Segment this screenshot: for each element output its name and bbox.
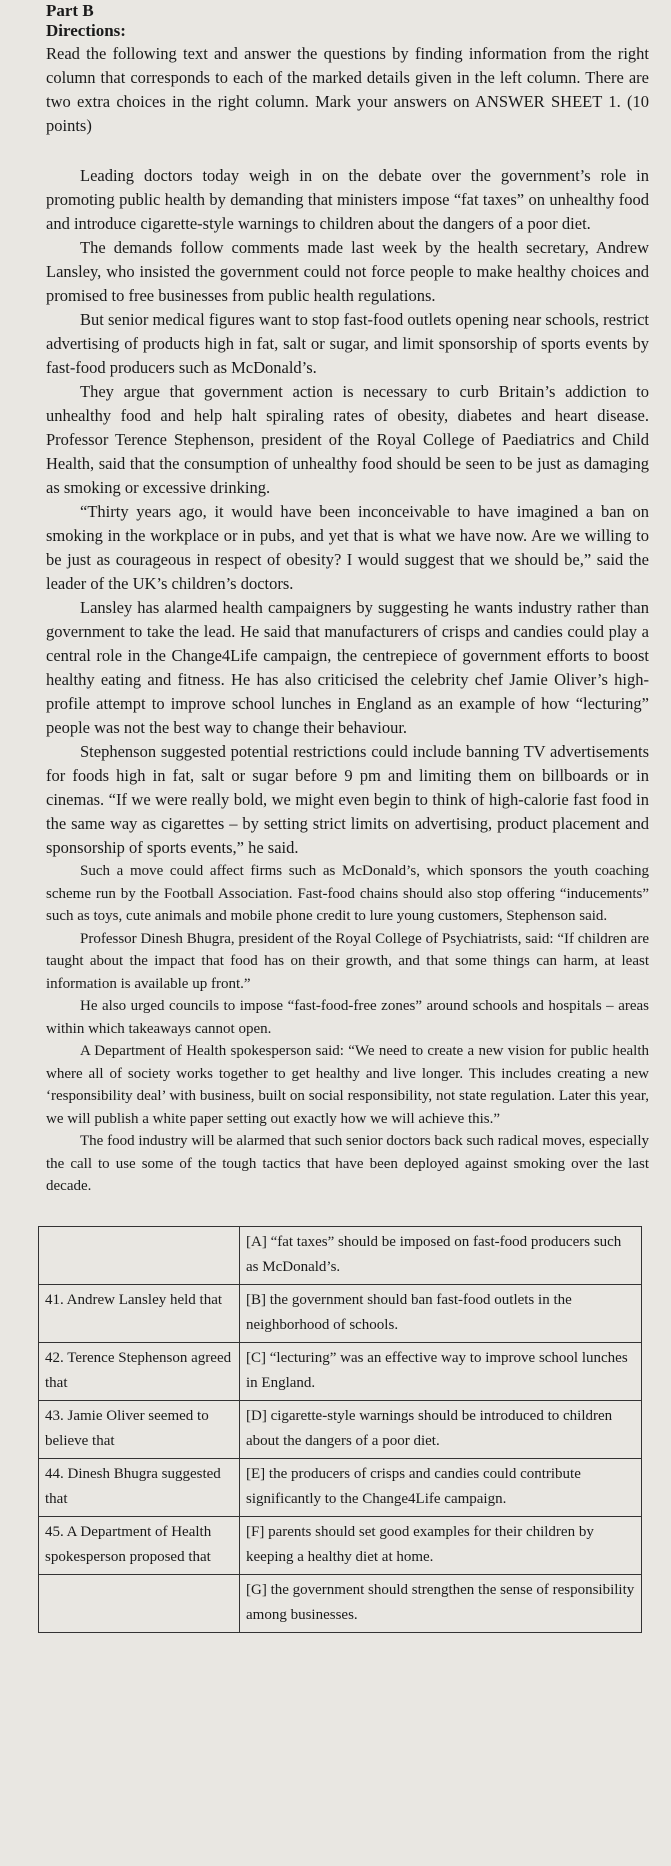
paragraph-1: Leading doctors today weigh in on the debate over the government’s role in promoting public health by demanding that ministers impose “fat taxes” on unhealthy food and introduce cigarette-style warnings to children about the dangers of a poor diet. [46,166,649,233]
table-row [39,1574,642,1632]
paragraph-11: A Department of Health spokesperson said: “We need to create a new vision for public health where all of society works together to get healthy and live longer. This includes creating a new ‘responsibility deal’ with business, built on social responsibility, not state regulation. Later this year, we will publish a white paper setting out exactly how we will achieve this.” [46,1043,649,1127]
option-cell: [A] “fat taxes” should be imposed on fast-food producers such as McDonald’s. [240,1226,642,1284]
paragraph-7: Stephenson suggested potential restrictions could include banning TV advertisements for foods high in fat, salt or sugar before 9 pm and limiting them on billboards or in cinemas. “If we were really bold, we might even begin to think of high-calorie fast food in the same way as cigarettes – by setting strict limits on advertising, product placement and sponsorship of sports events,” he said. [46,742,649,857]
question-cell: 43. Jamie Oliver seemed to believe that [39,1400,240,1458]
option-cell: [B] the government should ban fast-food outlets in the neighborhood of schools. [240,1284,642,1342]
reading-passage [46,164,649,1198]
paragraph-6: Lansley has alarmed health campaigners by suggesting he wants industry rather than government to take the lead. He said that manufacturers of crisps and candies could play a central role in the Change4Life campaign, the centrepiece of government efforts to boost healthy eating and fitness. He has also criticised the celebrity chef Jamie Oliver’s high-profile attempt to improve school lunches in England as an example of how “lecturing” people was not the best way to change their behaviour. [46,598,649,737]
table-row [39,1342,642,1400]
question-cell: 45. A Department of Health spokesperson proposed that [39,1516,240,1574]
table-row [39,1458,642,1516]
directions-heading: Directions: [46,21,126,40]
paragraph-10: He also urged councils to impose “fast-food-free zones” around schools and hospitals – areas within which takeaways cannot open. [46,998,649,1037]
paragraph-5: “Thirty years ago, it would have been inconceivable to have imagined a ban on smoking in the workplace or in pubs, and yet that is what we have now. Are we willing to be just as courageous in respect of obesity? I would suggest that we should be,” said the leader of the UK’s children’s doctors. [46,502,649,593]
question-cell: 41. Andrew Lansley held that [39,1284,240,1342]
table-row [39,1516,642,1574]
question-cell: 44. Dinesh Bhugra suggested that [39,1458,240,1516]
option-cell: [C] “lecturing” was an effective way to improve school lunches in England. [240,1342,642,1400]
paragraph-12: The food industry will be alarmed that such senior doctors back such radical moves, especially the call to use some of the tough tactics that have been deployed against smoking over the last decade. [46,1133,649,1194]
matching-table [38,1226,642,1633]
paragraph-8: Such a move could affect firms such as McDonald’s, which sponsors the youth coaching scheme run by the Football Association. Fast-food chains should also stop offering “inducements” such as toys, cute animals and mobile phone credit to lure young customers, Stephenson said. [46,863,649,924]
option-cell: [E] the producers of crisps and candies could contribute significantly to the Change4Life campaign. [240,1458,642,1516]
question-cell: 42. Terence Stephenson agreed that [39,1342,240,1400]
paragraph-4: They argue that government action is necessary to curb Britain’s addiction to unhealthy food and help halt spiraling rates of obesity, diabetes and heart disease. Professor Terence Stephenson, president of the Royal College of Paediatrics and Child Health, said that the consumption of unhealthy food should be seen to be just as damaging as smoking or excessive drinking. [46,382,649,497]
paragraph-9: Professor Dinesh Bhugra, president of the Royal College of Psychiatrists, said: “If children are taught about the impact that food has on their growth, and that some things can harm, at least information is available up front.” [46,930,649,992]
directions-text: Read the following text and answer the questions by finding information from the right column that corresponds to each of the marked details given in the left column. There are two extra choices in the right column. Mark your answers on ANSWER SHEET 1. (10 points) [46,44,649,135]
question-cell [39,1226,240,1284]
part-title: Part B [46,1,94,20]
paragraph-2: The demands follow comments made last week by the health secretary, Andrew Lansley, who insisted the government could not force people to make healthy choices and promised to free businesses from public health regulations. [46,238,649,305]
table-row [39,1400,642,1458]
option-cell: [F] parents should set good examples for their children by keeping a healthy diet at home. [240,1516,642,1574]
table-row [39,1226,642,1284]
question-cell [39,1574,240,1632]
option-cell: [G] the government should strengthen the sense of responsibility among businesses. [240,1574,642,1632]
option-cell: [D] cigarette-style warnings should be introduced to children about the dangers of a poor diet. [240,1400,642,1458]
paragraph-3: But senior medical figures want to stop fast-food outlets opening near schools, restrict advertising of products high in fat, salt or sugar, and limit sponsorship of sports events by fast-food producers such as McDonald’s. [46,310,649,377]
table-row [39,1284,642,1342]
